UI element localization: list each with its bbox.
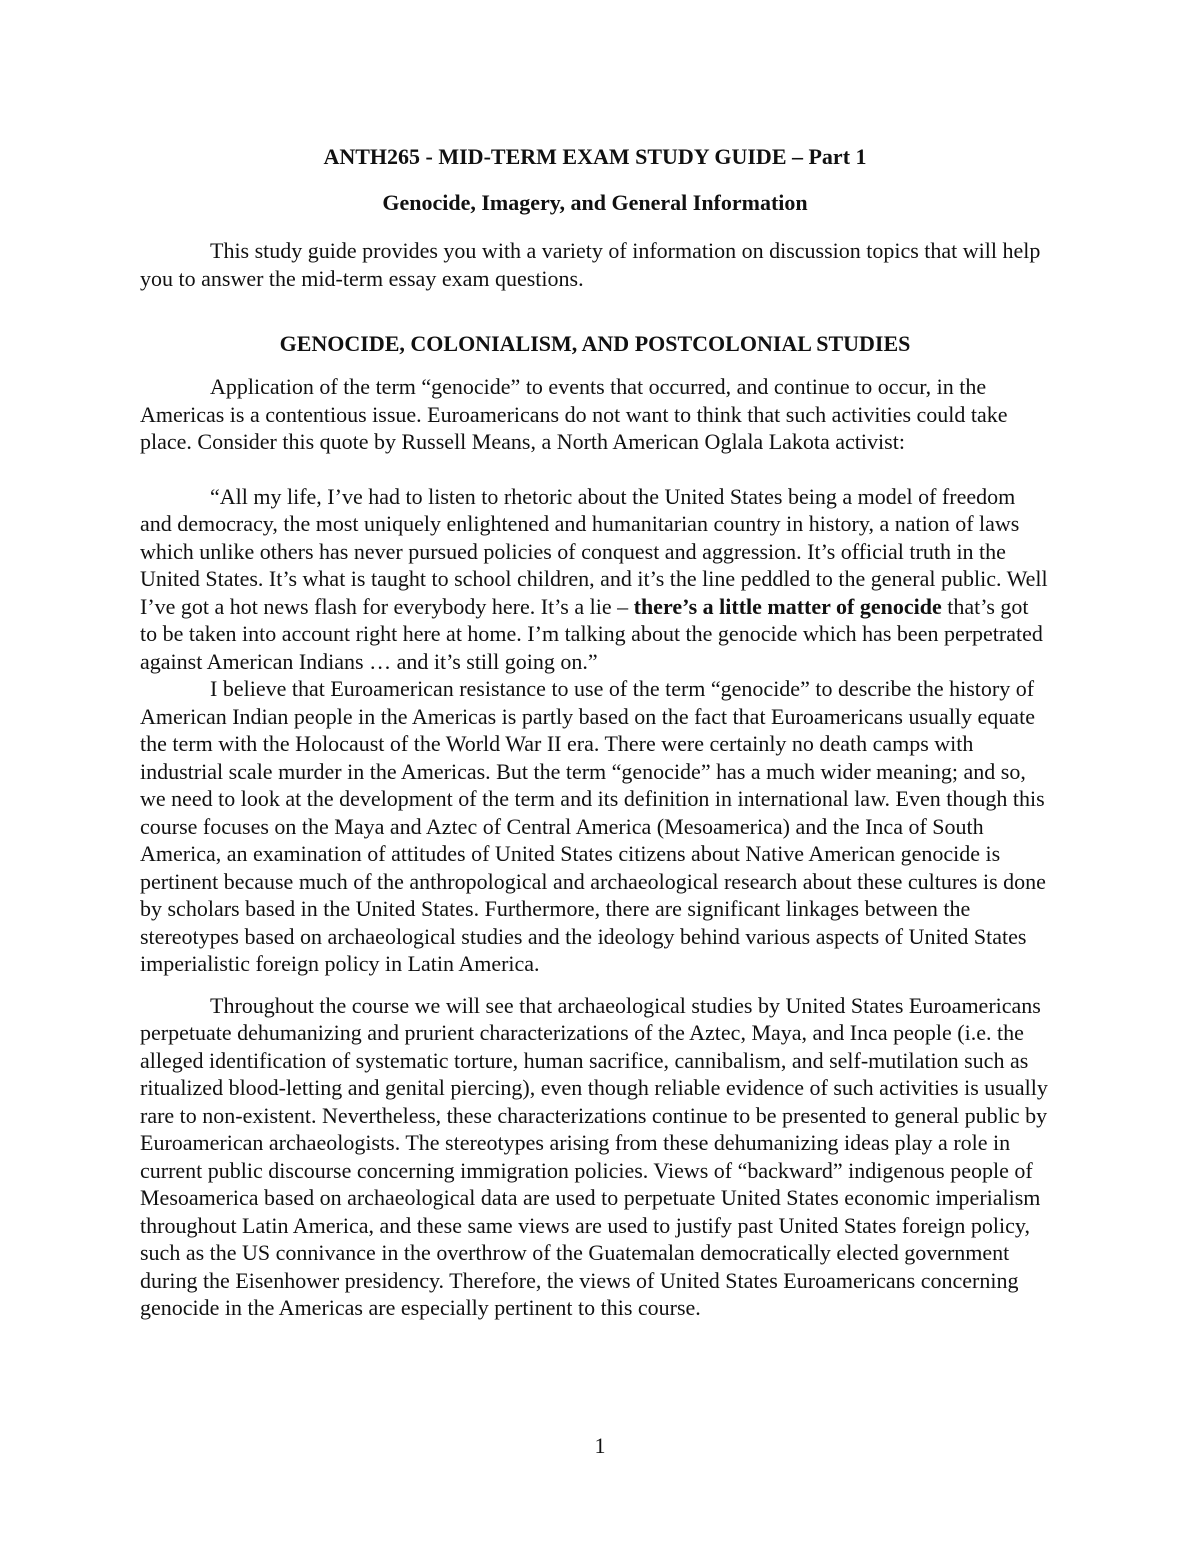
section-heading: GENOCIDE, COLONIALISM, AND POSTCOLONIAL STUDIES [279, 331, 911, 356]
document-subtitle: Genocide, Imagery, and General Information [382, 190, 808, 215]
paragraph-2: I believe that Euroamerican resistance to use of the term “genocide” to describe the history of American Indian people in the Americas is partly based on the fact that Euroamericans usually equate the term with the Holocaust of the World War II era. There were certainly no death camps with industrial scale murder in the Americas. But the term “genocide” has a much wider meaning; and so, we need to look at the development of the term and its definition in international law. Even though this course focuses on the Maya and Aztec of Central America (Mesoamerica) and the Inca of South America, an examination of attitudes of United States citizens about Native American genocide is pertinent because much of the anthropological and archaeological research about these cultures is done by scholars based in the United States. Furthermore, there are significant linkages between the stereotypes based on archaeological studies and the ideology behind various aspects of United States imperialistic foreign policy in Latin America. [140, 676, 1046, 976]
document-title: ANTH265 - MID-TERM EXAM STUDY GUIDE – Part 1 [323, 144, 867, 169]
intro-paragraph: This study guide provides you with a variety of information on discussion topics that will help you to answer the mid-term essay exam questions. [140, 238, 1041, 291]
page-number: 1 [594, 1433, 606, 1458]
quote-bold-text: there’s a little matter of genocide [633, 593, 942, 619]
paragraph-1: Application of the term “genocide” to events that occurred, and continue to occur, in the Americas is a contentious issue. Euroamericans do not want to think that such activities could take place. Consider this quote by Russell Means, a North American Oglala Lakota activist: [140, 374, 1008, 454]
quote-text-after: that’s got to be taken into account right here at home. I’m talking about the genocide which has been perpetrated against American Indians … and it’s still going on.” [140, 593, 1043, 674]
quote-text-before: “All my life, I’ve had to listen to rhetoric about the United States being a model of freedom and democracy, the most uniquely enlightened and humanitarian country in history, a nation of laws which unlike others has never pursued policies of conquest and aggression. It’s official truth in the United States. It’s what is taught to school children, and it’s the line peddled to the general public. Well I’ve got a hot news flash for everybody here. It’s a lie – [140, 483, 1048, 619]
paragraph-3: Throughout the course we will see that archaeological studies by United States Euroamericans perpetuate dehumanizing and prurient characterizations of the Aztec, Maya, and Inca people (i.e. the alleged identification of systematic torture, human sacrifice, cannibalism, and self-mutilation such as ritualized blood-letting and genital piercing), even though reliable evidence of such activities is usually rare to non-existent. Nevertheless, these characterizations continue to be presented to general public by Euroamerican archaeologists. The stereotypes arising from these dehumanizing ideas play a role in current public discourse concerning immigration policies. Views of “backward” indigenous people of Mesoamerica based on archaeological data are used to perpetuate United States economic imperialism throughout Latin America, and these same views are used to justify past United States foreign policy, such as the US connivance in the overthrow of the Guatemalan democratically elected government during the Eisenhower presidency. Therefore, the views of United States Euroamericans concerning genocide in the Americas are especially pertinent to this course. [140, 992, 1048, 1320]
quote-paragraph [140, 483, 1050, 676]
